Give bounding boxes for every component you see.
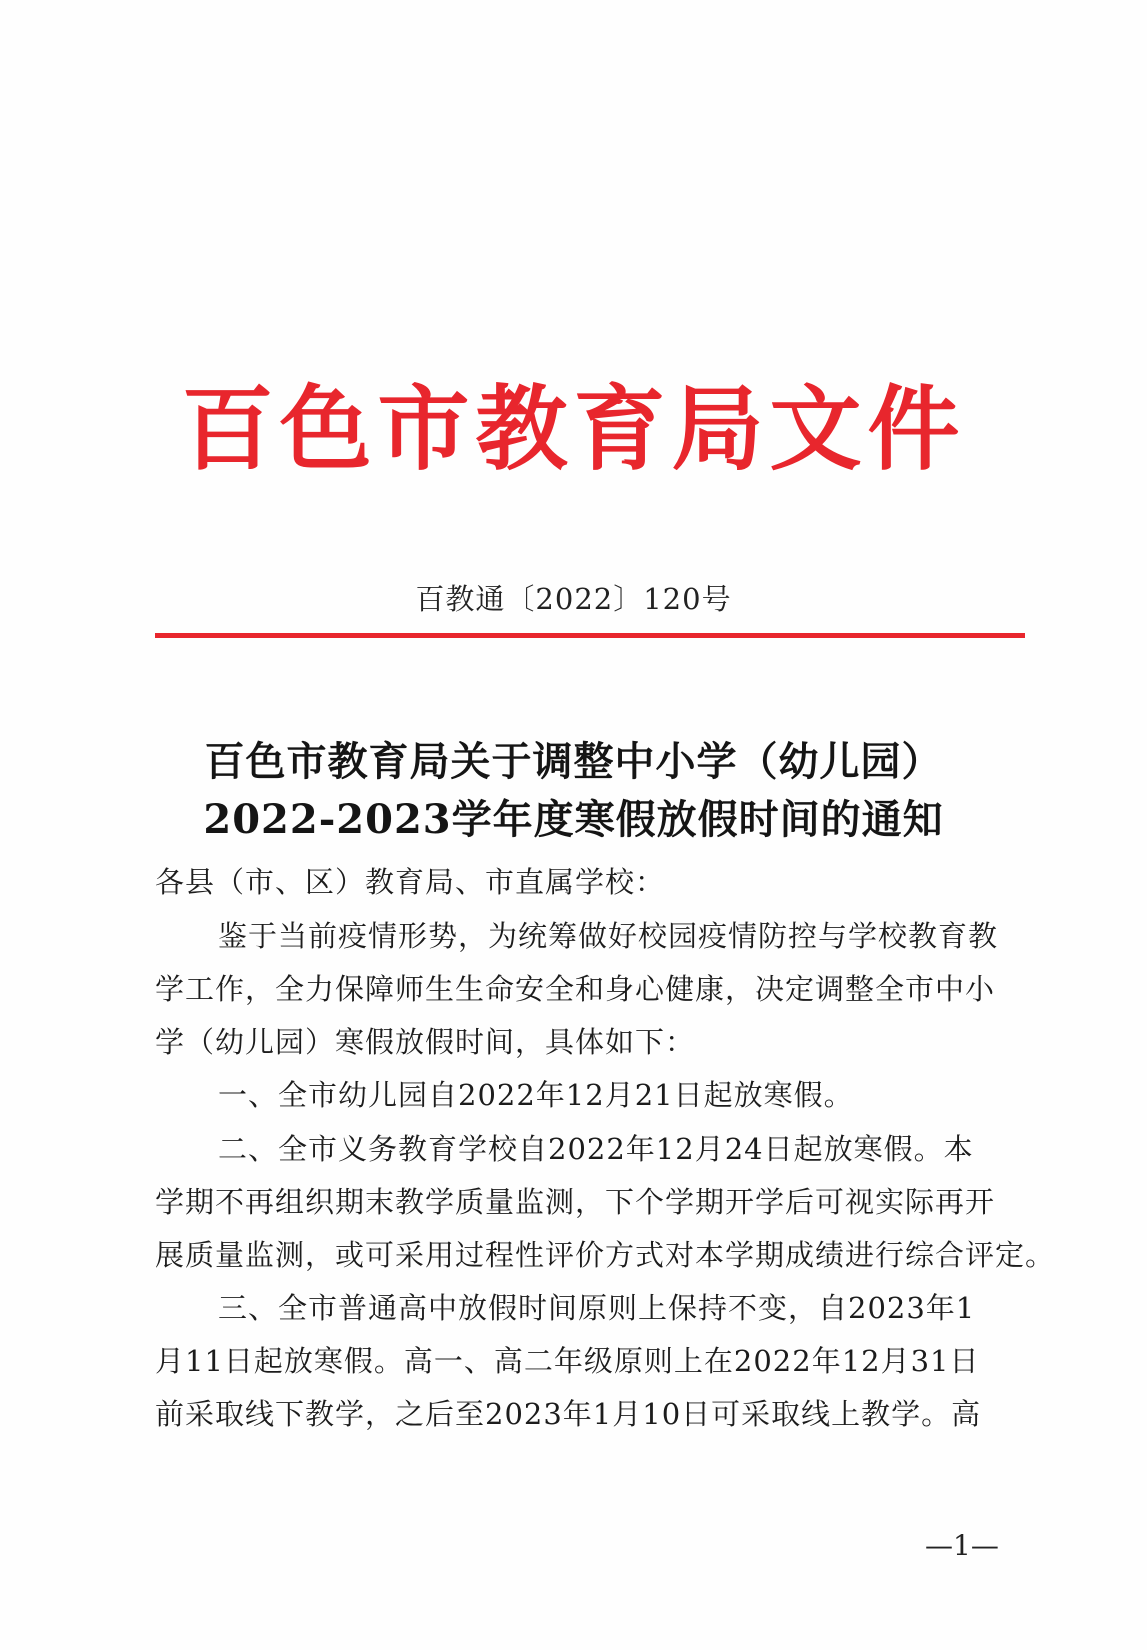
- issuer-title: 百色市教育局文件: [181, 376, 966, 483]
- notice-title-line-2: 2022-2023学年度寒假放假时间的通知: [203, 796, 944, 843]
- page-number: —1—: [925, 1529, 999, 1562]
- body-line: 月11日起放寒假。高一、高二年级原则上在2022年12月31日: [155, 1344, 980, 1378]
- body-line: 学（幼儿园）寒假放假时间，具体如下：: [155, 1025, 696, 1059]
- body-line: 二、全市义务教育学校自2022年12月24日起放寒假。本: [218, 1132, 974, 1166]
- body-line: 鉴于当前疫情形势，为统筹做好校园疫情防控与学校教育教: [218, 919, 999, 953]
- body-line: 三、全市普通高中放假时间原则上保持不变，自2023年1: [218, 1291, 976, 1325]
- body-line: 学期不再组织期末教学质量监测，下个学期开学后可视实际再开: [155, 1185, 996, 1219]
- notice-title-line-1: 百色市教育局关于调整中小学（幼儿园）: [204, 738, 943, 785]
- body-line: 一、全市幼儿园自2022年12月21日起放寒假。: [218, 1078, 854, 1112]
- body-line: 前采取线下教学，之后至2023年1月10日可采取线上教学。高: [155, 1397, 982, 1431]
- document-number: 百教通〔2022〕120号: [415, 582, 732, 616]
- body-line: 展质量监测，或可采用过程性评价方式对本学期成绩进行综合评定。: [155, 1238, 1056, 1272]
- salutation: 各县（市、区）教育局、市直属学校：: [155, 865, 666, 899]
- red-separator-line: [155, 633, 1025, 638]
- body-line: 学工作，全力保障师生生命安全和身心健康，决定调整全市中小: [155, 972, 996, 1006]
